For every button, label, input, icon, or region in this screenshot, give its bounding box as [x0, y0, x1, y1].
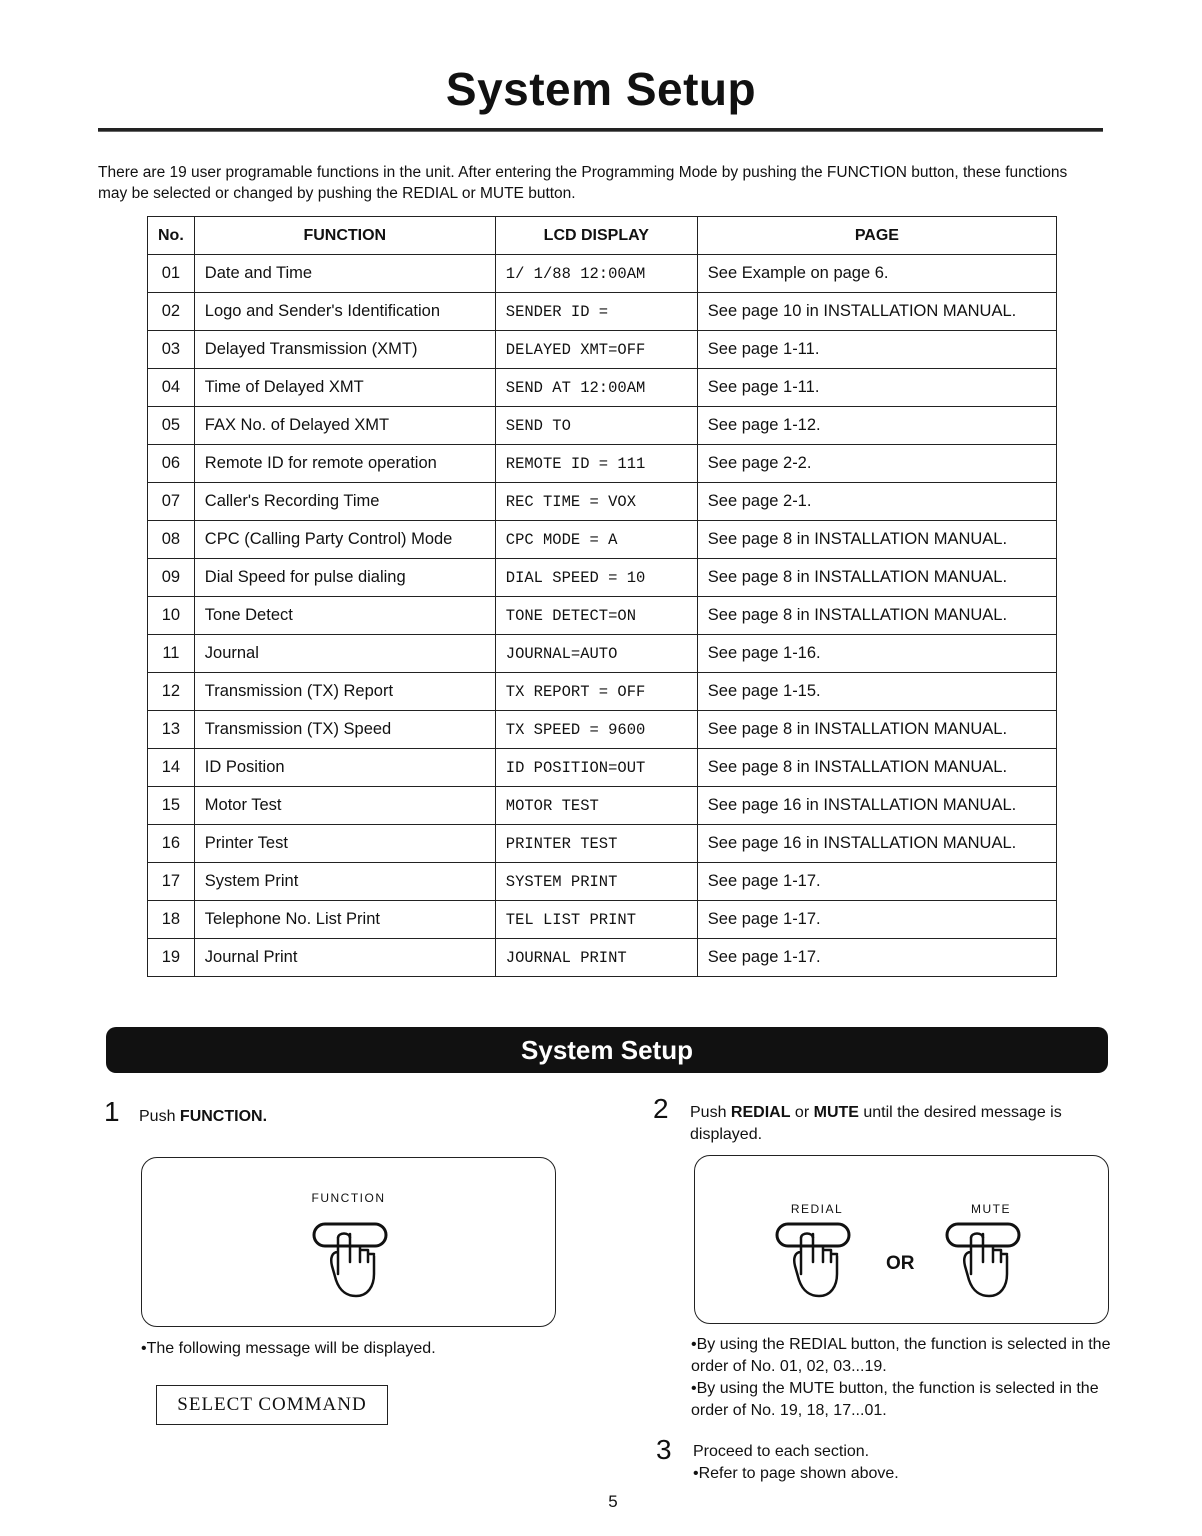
cell-no: 05	[148, 407, 195, 445]
cell-lcd: REC TIME = VOX	[495, 483, 697, 521]
cell-page: See Example on page 6.	[697, 255, 1056, 293]
redial-button-label: REDIAL	[790, 1202, 844, 1216]
cell-no: 03	[148, 331, 195, 369]
table-row	[148, 407, 1057, 445]
cell-lcd: DIAL SPEED = 10	[495, 559, 697, 597]
cell-no: 11	[148, 635, 195, 673]
cell-lcd: PRINTER TEST	[495, 825, 697, 863]
header-no: No.	[148, 217, 195, 255]
cell-function: Remote ID for remote operation	[194, 445, 495, 483]
page-number: 5	[608, 1492, 618, 1511]
cell-page: See page 8 in INSTALLATION MANUAL.	[697, 559, 1056, 597]
table-row	[148, 445, 1057, 483]
table-row	[148, 787, 1057, 825]
cell-page: See page 2-2.	[697, 445, 1056, 483]
cell-page: See page 8 in INSTALLATION MANUAL.	[697, 597, 1056, 635]
step-2-number: 2	[653, 1093, 669, 1124]
table-row	[148, 597, 1057, 635]
cell-lcd: REMOTE ID = 111	[495, 445, 697, 483]
cell-page: See page 8 in INSTALLATION MANUAL.	[697, 711, 1056, 749]
table-row	[148, 255, 1057, 293]
cell-page: See page 8 in INSTALLATION MANUAL.	[697, 749, 1056, 787]
step-2-text-prefix: Push	[690, 1104, 731, 1121]
cell-lcd: SENDER ID =	[495, 293, 697, 331]
table-row	[148, 749, 1057, 787]
cell-no: 17	[148, 863, 195, 901]
cell-no: 02	[148, 293, 195, 331]
cell-function: FAX No. of Delayed XMT	[194, 407, 495, 445]
cell-page: See page 1-17.	[697, 863, 1056, 901]
table-row	[148, 521, 1057, 559]
step-3-note: •Refer to page shown above.	[693, 1465, 899, 1482]
cell-page: See page 1-12.	[697, 407, 1056, 445]
header-page: PAGE	[697, 217, 1056, 255]
table-row	[148, 369, 1057, 407]
table-body	[148, 255, 1057, 977]
function-button-hand-icon[interactable]	[310, 1216, 390, 1306]
table-row	[148, 483, 1057, 521]
header-function: FUNCTION	[194, 217, 495, 255]
cell-no: 12	[148, 673, 195, 711]
cell-function: Transmission (TX) Report	[194, 673, 495, 711]
mute-button-hand-icon[interactable]	[943, 1220, 1023, 1310]
section-banner: System Setup	[106, 1027, 1108, 1073]
cell-function: Telephone No. List Print	[194, 901, 495, 939]
title-rule	[98, 128, 1103, 132]
cell-page: See page 1-11.	[697, 331, 1056, 369]
cell-page: See page 16 in INSTALLATION MANUAL.	[697, 825, 1056, 863]
functions-table	[147, 216, 1057, 977]
cell-page: See page 8 in INSTALLATION MANUAL.	[697, 521, 1056, 559]
table-row	[148, 901, 1057, 939]
cell-lcd: JOURNAL PRINT	[495, 939, 697, 977]
cell-no: 14	[148, 749, 195, 787]
cell-function: Tone Detect	[194, 597, 495, 635]
cell-function: Time of Delayed XMT	[194, 369, 495, 407]
cell-no: 13	[148, 711, 195, 749]
step-2-text-mid: or	[790, 1104, 814, 1121]
cell-function: CPC (Calling Party Control) Mode	[194, 521, 495, 559]
cell-lcd: ID POSITION=OUT	[495, 749, 697, 787]
redial-mute-button-panel	[694, 1155, 1109, 1324]
cell-no: 08	[148, 521, 195, 559]
table-row	[148, 939, 1057, 977]
cell-no: 04	[148, 369, 195, 407]
table-row	[148, 331, 1057, 369]
cell-lcd: TX REPORT = OFF	[495, 673, 697, 711]
step-3-text: Proceed to each section.	[693, 1443, 870, 1460]
table-row	[148, 559, 1057, 597]
cell-lcd: SYSTEM PRINT	[495, 863, 697, 901]
step-3-number: 3	[656, 1434, 672, 1465]
cell-function: Printer Test	[194, 825, 495, 863]
cell-page: See page 1-17.	[697, 901, 1056, 939]
cell-function: Journal Print	[194, 939, 495, 977]
cell-page: See page 1-11.	[697, 369, 1056, 407]
cell-function: Delayed Transmission (XMT)	[194, 331, 495, 369]
step-1-text-bold: FUNCTION.	[179, 1108, 268, 1125]
cell-lcd: SEND TO	[495, 407, 697, 445]
cell-no: 07	[148, 483, 195, 521]
cell-function: Caller's Recording Time	[194, 483, 495, 521]
cell-lcd: CPC MODE = A	[495, 521, 697, 559]
cell-function: Motor Test	[194, 787, 495, 825]
header-lcd-display: LCD DISPLAY	[495, 217, 697, 255]
cell-function: Date and Time	[194, 255, 495, 293]
cell-no: 15	[148, 787, 195, 825]
cell-function: Transmission (TX) Speed	[194, 711, 495, 749]
cell-no: 16	[148, 825, 195, 863]
table-row	[148, 863, 1057, 901]
cell-page: See page 1-15.	[697, 673, 1056, 711]
cell-lcd: TX SPEED = 9600	[495, 711, 697, 749]
step-2-text-redial: REDIAL	[730, 1104, 791, 1121]
step-2-bullet-mute: •By using the MUTE button, the function is selected in the order of No. 19, 18, 17...01.	[691, 1380, 1099, 1419]
cell-function: Journal	[194, 635, 495, 673]
cell-lcd: TONE DETECT=ON	[495, 597, 697, 635]
cell-lcd: 1/ 1/88 12:00AM	[495, 255, 697, 293]
cell-no: 01	[148, 255, 195, 293]
cell-lcd: MOTOR TEST	[495, 787, 697, 825]
or-label: OR	[886, 1253, 915, 1274]
function-button-panel	[141, 1157, 556, 1327]
step-2-text-suffix: until the desired message is displayed.	[690, 1104, 1062, 1143]
cell-function: Logo and Sender's Identification	[194, 293, 495, 331]
table-row	[148, 293, 1057, 331]
table-row	[148, 711, 1057, 749]
intro-paragraph: There are 19 user programable functions in the unit. After entering the Programming Mode by pushing the FUNCTION button, these functions may be selected or changed by pushing the REDIAL or MUTE button.	[98, 164, 1068, 202]
table-header-row	[148, 217, 1057, 255]
table-row	[148, 825, 1057, 863]
lcd-select-command: SELECT COMMAND	[156, 1385, 388, 1425]
table-row	[148, 635, 1057, 673]
mute-button-label: MUTE	[971, 1202, 1011, 1216]
cell-page: See page 10 in INSTALLATION MANUAL.	[697, 293, 1056, 331]
cell-page: See page 16 in INSTALLATION MANUAL.	[697, 787, 1056, 825]
cell-function: Dial Speed for pulse dialing	[194, 559, 495, 597]
step-1-text	[139, 1106, 267, 1128]
redial-button-hand-icon[interactable]	[773, 1220, 853, 1310]
cell-no: 19	[148, 939, 195, 977]
cell-lcd: JOURNAL=AUTO	[495, 635, 697, 673]
step-2-text	[690, 1102, 1110, 1146]
cell-lcd: TEL LIST PRINT	[495, 901, 697, 939]
cell-lcd: SEND AT 12:00AM	[495, 369, 697, 407]
cell-no: 18	[148, 901, 195, 939]
page-title: System Setup	[445, 63, 757, 115]
cell-page: See page 1-16.	[697, 635, 1056, 673]
table-row	[148, 673, 1057, 711]
step-2-text-mute: MUTE	[813, 1104, 859, 1121]
function-button-label: FUNCTION	[311, 1191, 386, 1205]
step-1-note: •The following message will be displayed.	[141, 1340, 436, 1357]
cell-page: See page 1-17.	[697, 939, 1056, 977]
cell-no: 10	[148, 597, 195, 635]
step-1-text-prefix: Push	[139, 1108, 180, 1125]
cell-no: 09	[148, 559, 195, 597]
cell-no: 06	[148, 445, 195, 483]
cell-function: ID Position	[194, 749, 495, 787]
cell-function: System Print	[194, 863, 495, 901]
step-1-number: 1	[104, 1096, 120, 1127]
cell-page: See page 2-1.	[697, 483, 1056, 521]
step-2-bullet-redial: •By using the REDIAL button, the function is selected in the order of No. 01, 02, 03...19.	[691, 1336, 1111, 1375]
cell-lcd: DELAYED XMT=OFF	[495, 331, 697, 369]
